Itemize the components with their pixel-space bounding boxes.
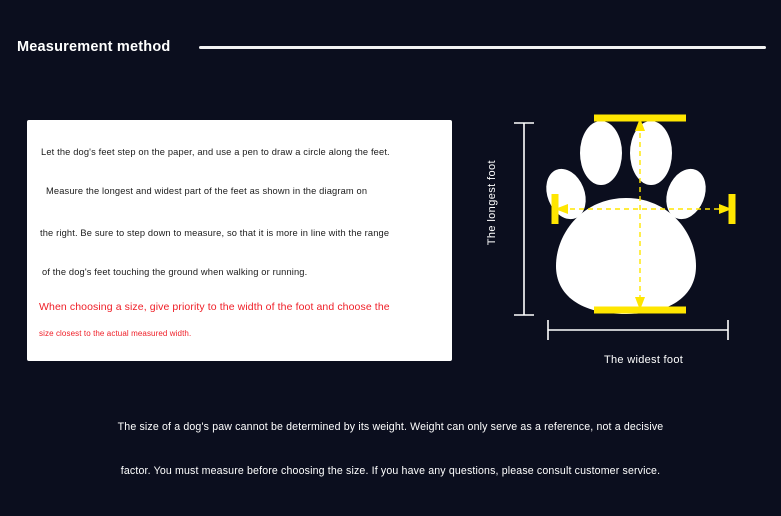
footer-line-2: factor. You must measure before choosing the size. If you have any questions, please consult customer service. xyxy=(120,465,661,477)
horizontal-measure-bracket xyxy=(548,320,728,340)
page-header xyxy=(0,36,781,72)
footer-note xyxy=(0,405,781,493)
instructions-card xyxy=(27,120,452,361)
header-divider xyxy=(199,46,766,49)
instruction-line-2: Measure the longest and widest part of the feet as shown in the diagram on xyxy=(46,186,368,196)
warning-primary-text: When choosing a size, give priority to the width of the foot and choose the xyxy=(39,301,390,313)
page-title: Measurement method xyxy=(17,39,171,55)
instruction-line-4: of the dog's feet touching the ground when walking or running. xyxy=(42,267,308,277)
label-widest-foot: The widest foot xyxy=(604,354,684,366)
vertical-measure-bracket xyxy=(514,123,534,315)
instruction-line-1: Let the dog's feet step on the paper, and use a pen to draw a circle along the feet. xyxy=(41,147,390,157)
footer-line-1: The size of a dog's paw cannot be determined by its weight. Weight can only serve as a reference, not a decisive xyxy=(117,421,664,433)
dog-paw-shape xyxy=(539,121,713,314)
instruction-line-3: the right. Be sure to step down to measure, so that it is more in line with the range xyxy=(40,228,390,238)
paw-measurement-diagram xyxy=(500,90,765,375)
label-longest-foot: The longest foot xyxy=(486,160,498,246)
warning-secondary-text: size closest to the actual measured width. xyxy=(39,329,192,338)
